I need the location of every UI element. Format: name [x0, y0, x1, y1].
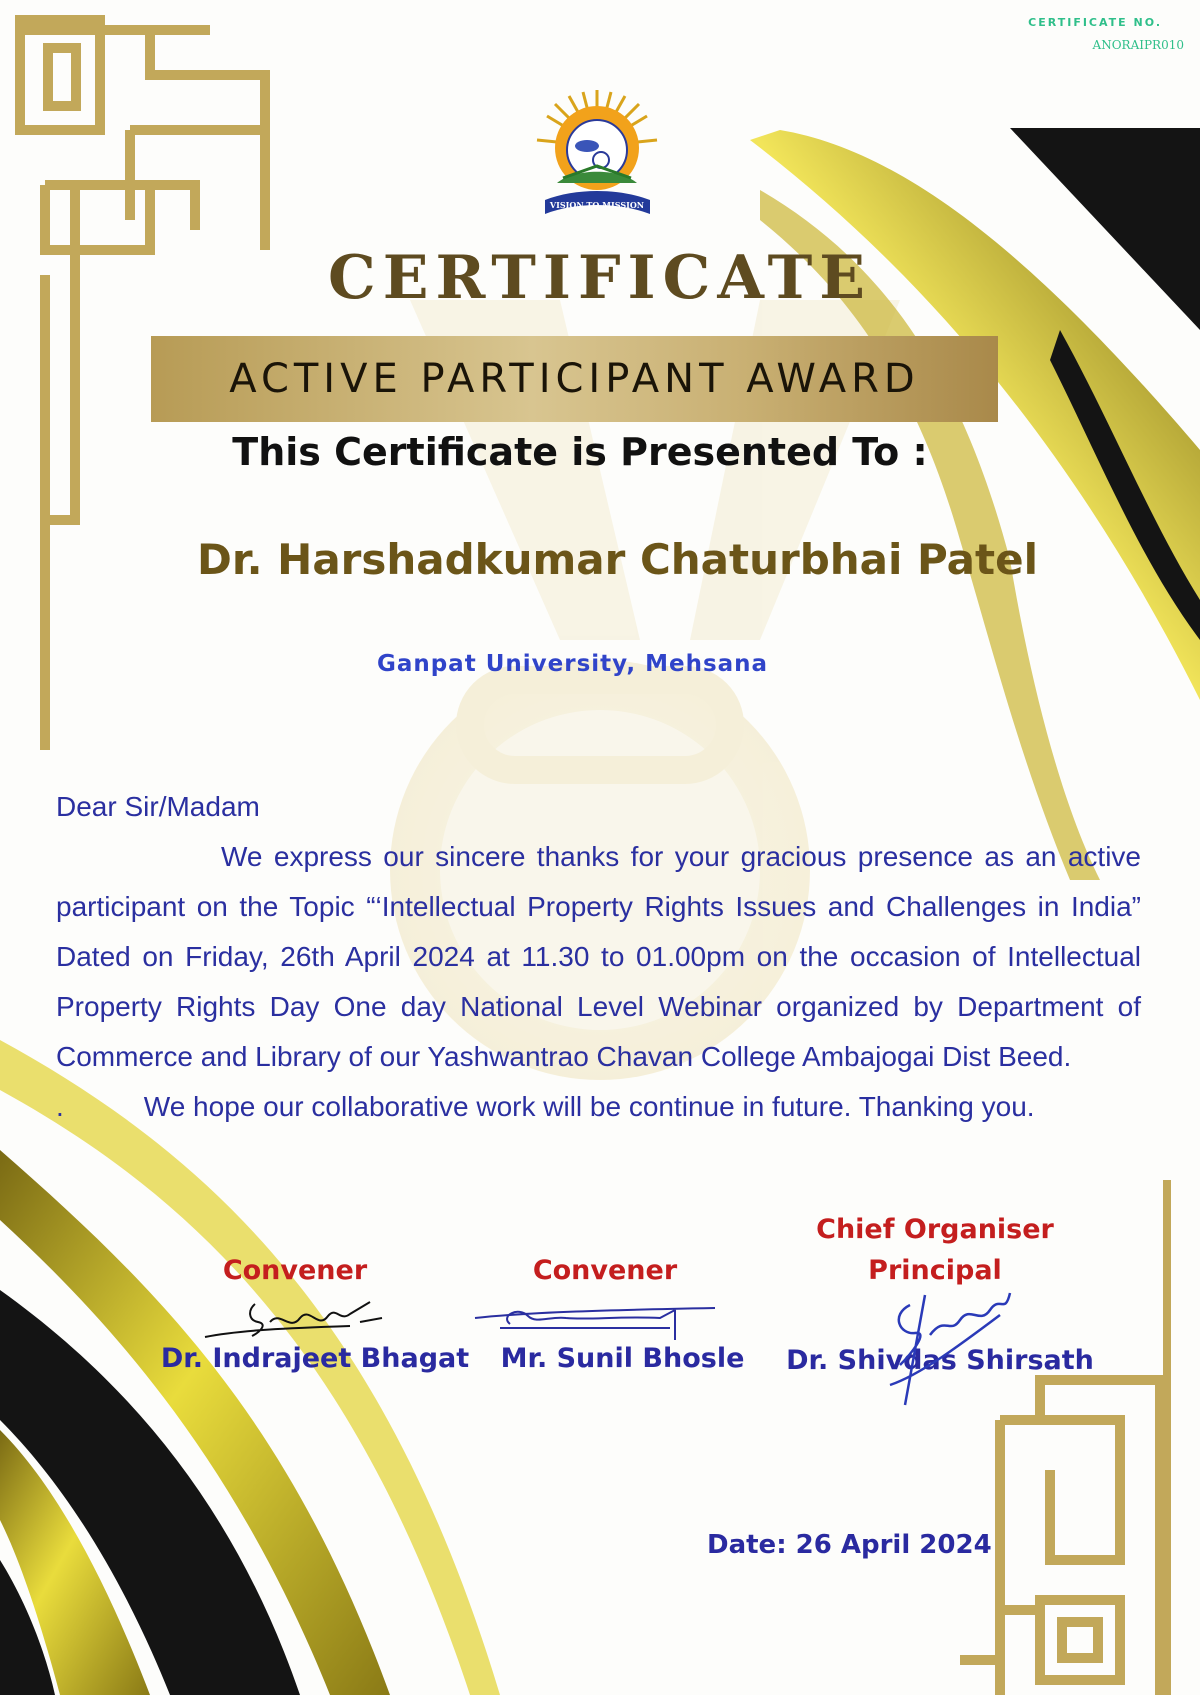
closing-text: We hope our collaborative work will be continue in future. Thanking you.: [143, 1091, 1035, 1122]
closing-line: [56, 1082, 1141, 1132]
signatory-3-name: Dr. Shivdas Shirsath: [786, 1345, 1094, 1376]
signatory-1-name: Dr. Indrajeet Bhagat: [160, 1343, 470, 1374]
certificate-number-label: CERTIFICATE NO.: [1028, 16, 1162, 29]
certificate-title: CERTIFICATE: [327, 243, 873, 313]
signature-3-image: [870, 1275, 1020, 1410]
signatory-2-name: Mr. Sunil Bhosle: [500, 1343, 745, 1374]
signatory-3-role-line2: Principal: [868, 1255, 1002, 1286]
award-title: ACTIVE PARTICIPANT AWARD: [229, 356, 920, 402]
salutation: Dear Sir/Madam: [56, 791, 260, 822]
signatory-1-role: Convener: [222, 1255, 368, 1286]
signatory-3-role-line1: Chief Organiser: [816, 1214, 1054, 1245]
certificate-number-value: ANORAIPR010: [1092, 38, 1184, 52]
issue-date: Date: 26 April 2024: [707, 1530, 992, 1560]
college-emblem-icon: [535, 88, 660, 223]
closing-dot: .: [56, 1091, 64, 1122]
presented-to-line: This Certificate is Presented To :: [232, 430, 928, 474]
certificate-body: [56, 782, 1141, 1132]
recipient-name: Dr. Harshadkumar Chaturbhai Patel: [197, 535, 1038, 584]
signature-2-image: [470, 1290, 720, 1350]
signatory-2-role: Convener: [532, 1255, 678, 1286]
body-paragraph: [56, 832, 1141, 1082]
logo-motto: VISION TO MISSION: [549, 200, 645, 210]
recipient-institution: Ganpat University, Mehsana: [376, 651, 769, 677]
body-paragraph-text: We express our sincere thanks for your gracious presence as an active participant on the Topic “‘Intellectual Property Rights Issues and Challenges in India” Dated on Friday, 26th April 2024 at 11.30 to 01.00pm on the occasion of Intellectual Property Rights Day One day National Level Webinar organized by Department of Commerce and Library of our Yashwantrao Chavan College Ambajogai Dist Beed.: [56, 841, 1141, 1072]
